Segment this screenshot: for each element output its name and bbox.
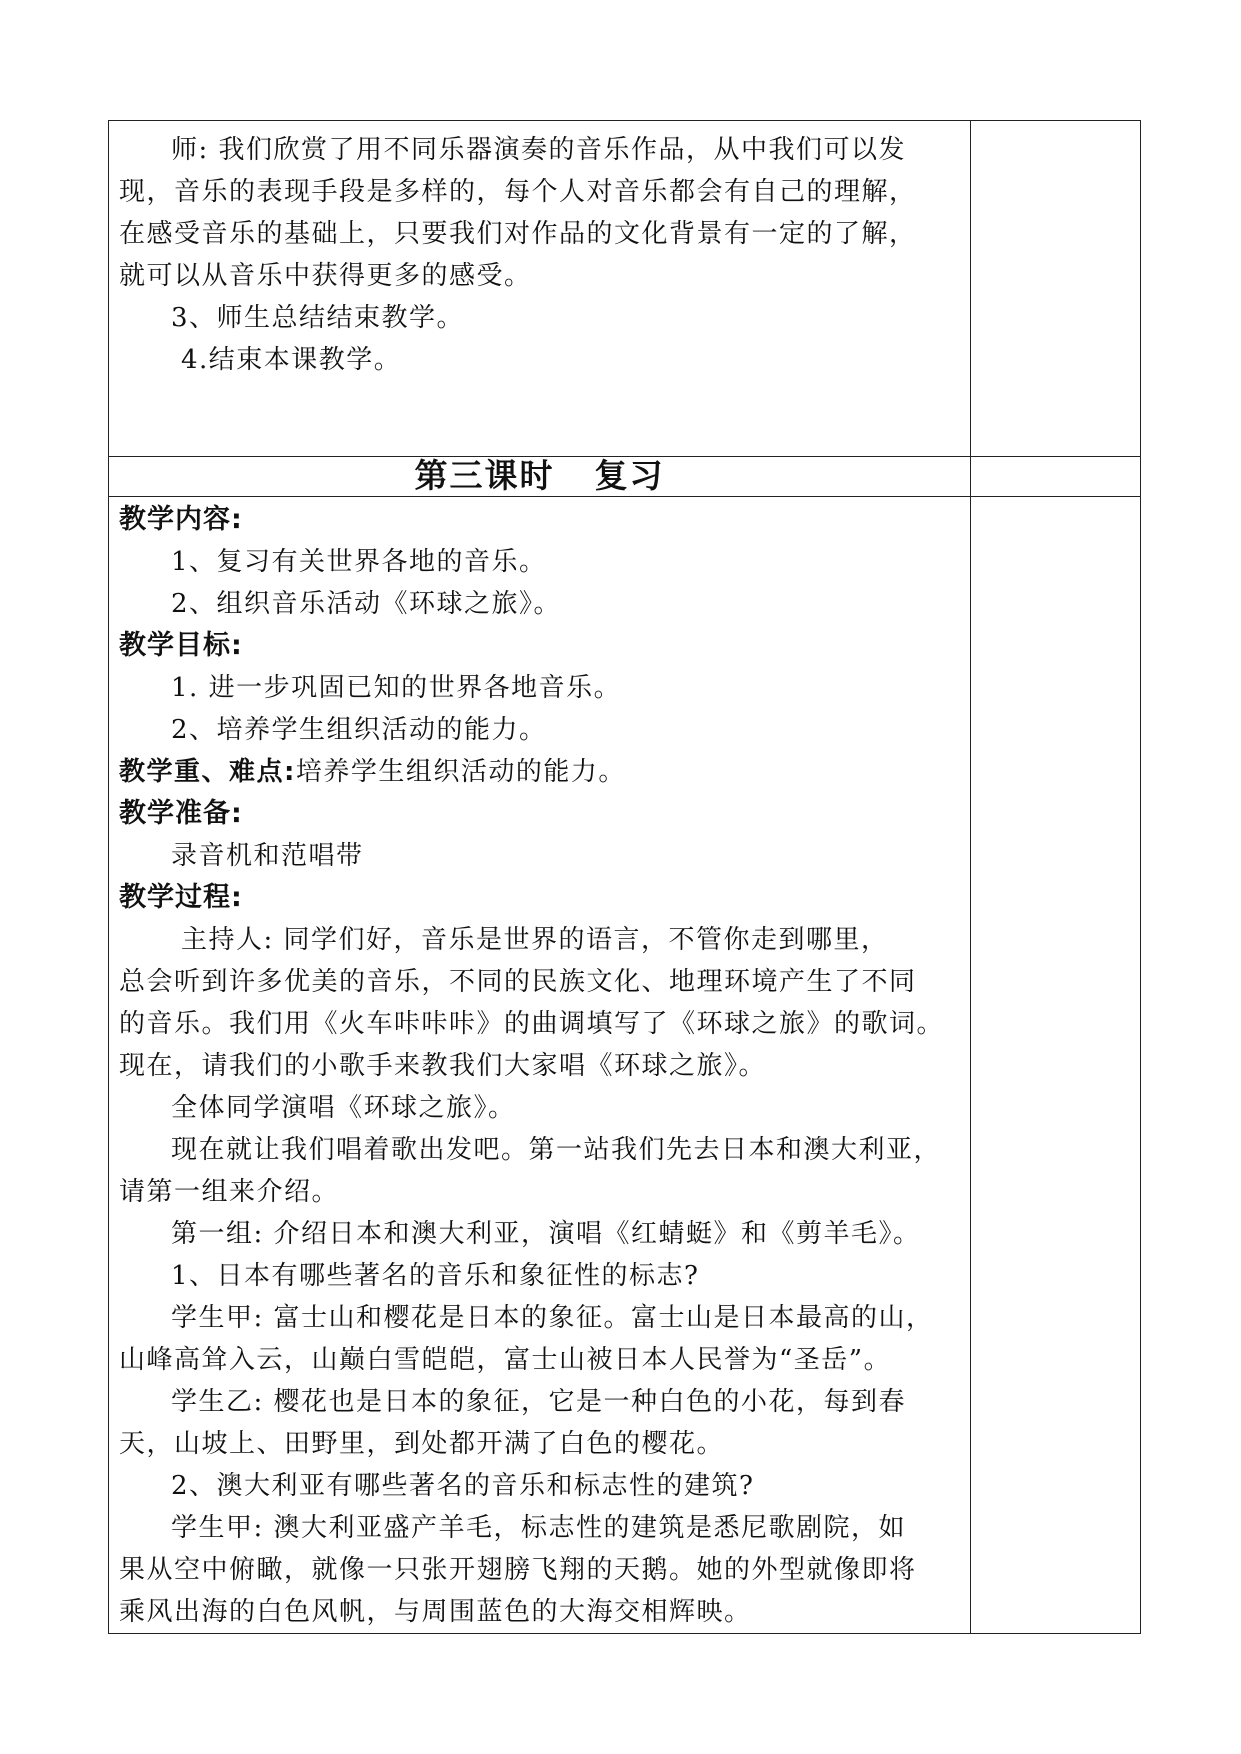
process-line: 现在就让我们唱着歌出发吧。第一站我们先去日本和澳大利亚， <box>171 1135 942 1165</box>
lesson-content-row <box>109 497 1141 1634</box>
step-4: 4.结束本课教学。 <box>181 345 402 375</box>
process-line: 乘风出海的白色风帆，与周围蓝色的大海交相辉映。 <box>119 1597 752 1627</box>
notes-cell <box>971 457 1141 497</box>
heading-teaching-content: 教学内容: <box>119 504 243 535</box>
process-line: 第一组: 介绍日本和澳大利亚，演唱《红蜻蜓》和《剪羊毛》。 <box>171 1219 921 1249</box>
process-line: 学生乙: 樱花也是日本的象征，它是一种白色的小花，每到春 <box>171 1387 907 1417</box>
paragraph-line: 就可以从音乐中获得更多的感受。 <box>119 261 532 291</box>
process-line: 山峰高耸入云，山巅白雪皑皑，富士山被日本人民誉为“圣岳”。 <box>119 1345 892 1375</box>
notes-cell <box>971 121 1141 457</box>
step-3: 3、师生总结结束教学。 <box>171 303 465 333</box>
process-line: 的音乐。我们用《火车咔咔咔》的曲调填写了《环球之旅》的歌词。 <box>119 1009 945 1039</box>
lesson-plan-table <box>108 120 1141 1634</box>
paragraph-line: 现，音乐的表现手段是多样的，每个人对音乐都会有自己的理解， <box>119 177 917 207</box>
goal-item: 1. 进一步巩固已知的世界各地音乐。 <box>171 673 622 703</box>
key-points-text: 培养学生组织活动的能力。 <box>295 757 626 787</box>
paragraph-line: 师: 我们欣赏了用不同乐器演奏的音乐作品，从中我们可以发 <box>171 135 907 165</box>
notes-cell <box>971 497 1141 1634</box>
previous-lesson-cell <box>109 121 971 457</box>
lesson-content-cell <box>109 497 971 1634</box>
content-item: 2、组织音乐活动《环球之旅》。 <box>171 589 562 619</box>
process-line: 全体同学演唱《环球之旅》。 <box>171 1093 516 1123</box>
section-title-row <box>109 457 1141 497</box>
process-line: 1、日本有哪些著名的音乐和象征性的标志? <box>171 1261 700 1291</box>
heading-teaching-process: 教学过程: <box>119 882 243 913</box>
section-title-part1: 第三课时 <box>414 456 555 495</box>
process-line: 现在，请我们的小歌手来教我们大家唱《环球之旅》。 <box>119 1051 767 1081</box>
previous-lesson-row <box>109 121 1141 457</box>
process-line: 果从空中俯瞰，就像一只张开翅膀飞翔的天鹅。她的外型就像即将 <box>119 1555 917 1585</box>
process-line: 2、澳大利亚有哪些著名的音乐和标志性的建筑? <box>171 1471 755 1501</box>
key-points-line <box>119 751 960 793</box>
process-line: 天，山坡上、田野里，到处都开满了白色的樱花。 <box>119 1429 725 1459</box>
content-item: 1、复习有关世界各地的音乐。 <box>171 547 547 577</box>
prep-text: 录音机和范唱带 <box>171 841 364 871</box>
process-line: 学生甲: 富士山和樱花是日本的象征。富士山是日本最高的山， <box>171 1303 934 1333</box>
process-line: 总会听到许多优美的音乐，不同的民族文化、地理环境产生了不同 <box>119 967 917 997</box>
heading-key-points: 教学重、难点: <box>119 757 296 787</box>
process-line: 请第一组来介绍。 <box>119 1177 340 1207</box>
process-line: 学生甲: 澳大利亚盛产羊毛，标志性的建筑是悉尼歌剧院，如 <box>171 1513 907 1543</box>
goal-item: 2、培养学生组织活动的能力。 <box>171 715 547 745</box>
heading-teaching-prep: 教学准备: <box>119 798 243 829</box>
heading-teaching-goals: 教学目标: <box>119 630 243 661</box>
process-line: 主持人: 同学们好，音乐是世界的语言，不管你走到哪里， <box>181 925 889 955</box>
section-title <box>109 457 971 497</box>
section-title-part2: 复习 <box>594 456 665 495</box>
paragraph-line: 在感受音乐的基础上，只要我们对作品的文化背景有一定的了解， <box>119 219 917 249</box>
